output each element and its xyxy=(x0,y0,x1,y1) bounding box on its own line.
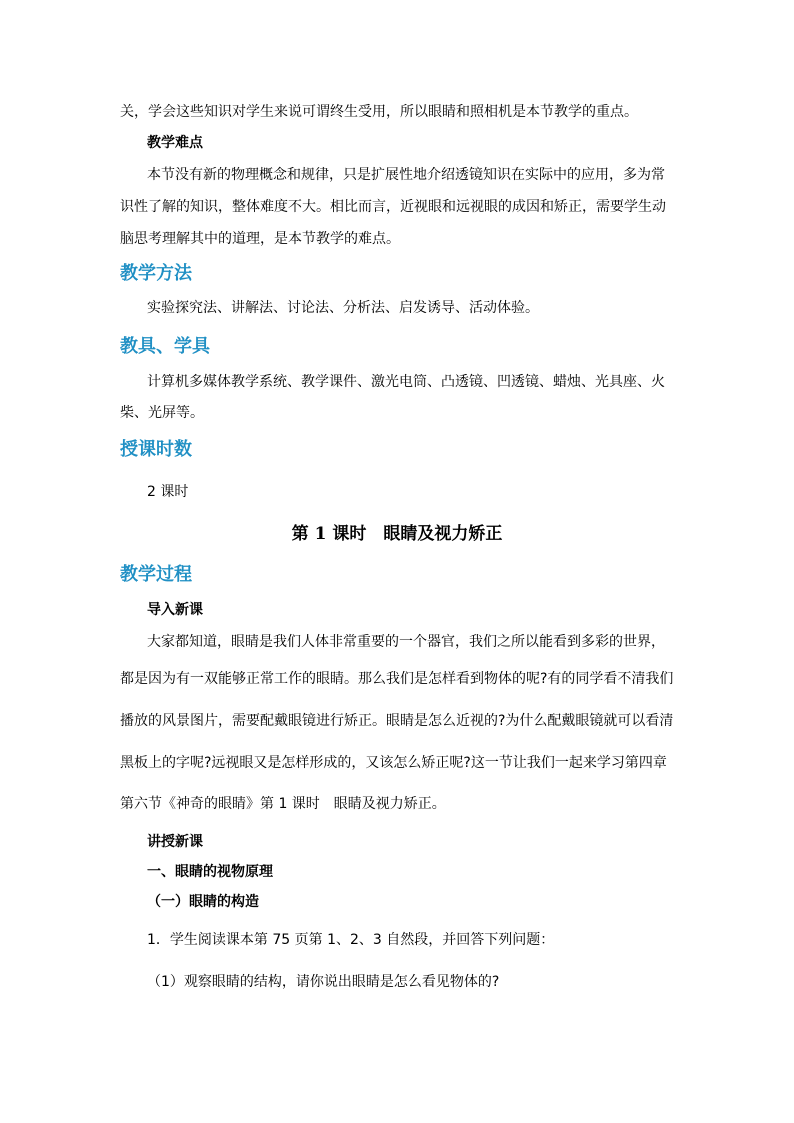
hours-heading: 授课时数 xyxy=(120,439,192,460)
difficulty-line-1: 本节没有新的物理概念和规律，只是扩展性地介绍透镜知识在实际中的应用，多为常 xyxy=(147,167,665,183)
intro-line-1: 大家都知道，眼睛是我们人体非常重要的一个器官，我们之所以能看到多彩的世界， xyxy=(147,634,665,650)
question-1-text: （1）观察眼睛的结构，请你说出眼睛是怎么看见物体的? xyxy=(147,974,500,990)
subsection-1-heading: （一）眼睛的构造 xyxy=(147,894,259,910)
difficulty-heading: 教学难点 xyxy=(147,135,203,151)
intro-tail-text: 关，学会这些知识对学生来说可谓终生受用，所以眼睛和照相机是本节教学的重点。 xyxy=(120,104,638,120)
intro-heading: 导入新课 xyxy=(147,602,203,618)
item-1-text: 1．学生阅读课本第 75 页第 1、2、3 自然段，并回答下列问题： xyxy=(147,932,555,948)
methods-text: 实验探究法、讲解法、讨论法、分析法、启发诱导、活动体验。 xyxy=(147,300,539,316)
difficulty-line-2: 识性了解的知识，整体难度不大。相比而言，近视眼和远视眼的成因和矫正，需要学生动 xyxy=(120,199,666,215)
difficulty-line-3: 脑思考理解其中的道理，是本节教学的难点。 xyxy=(120,231,400,247)
intro-line-2: 都是因为有一双能够正常工作的眼睛。那么我们是怎样看到物体的呢?有的同学看不清我们 xyxy=(120,671,674,687)
tools-heading: 教具、学具 xyxy=(120,336,210,357)
new-lesson-heading: 讲授新课 xyxy=(147,834,203,850)
tools-line-2: 柴、光屏等。 xyxy=(120,405,204,421)
intro-line-3: 播放的风景图片，需要配戴眼镜进行矫正。眼睛是怎么近视的?为什么配戴眼镜就可以看清 xyxy=(120,713,674,729)
intro-line-5: 第六节《神奇的眼睛》第 1 课时 眼睛及视力矫正。 xyxy=(120,796,446,812)
process-heading: 教学过程 xyxy=(120,564,192,585)
lesson-title: 第 1 课时 眼睛及视力矫正 xyxy=(291,524,503,544)
hours-text: 2 课时 xyxy=(147,484,189,500)
methods-heading: 教学方法 xyxy=(120,263,192,284)
section-1-heading: 一、眼睛的视物原理 xyxy=(147,864,273,880)
tools-line-1: 计算机多媒体教学系统、教学课件、激光电筒、凸透镜、凹透镜、蜡烛、光具座、火 xyxy=(147,374,665,390)
intro-line-4: 黑板上的字呢?远视眼又是怎样形成的，又该怎么矫正呢?这一节让我们一起来学习第四章 xyxy=(120,755,667,771)
